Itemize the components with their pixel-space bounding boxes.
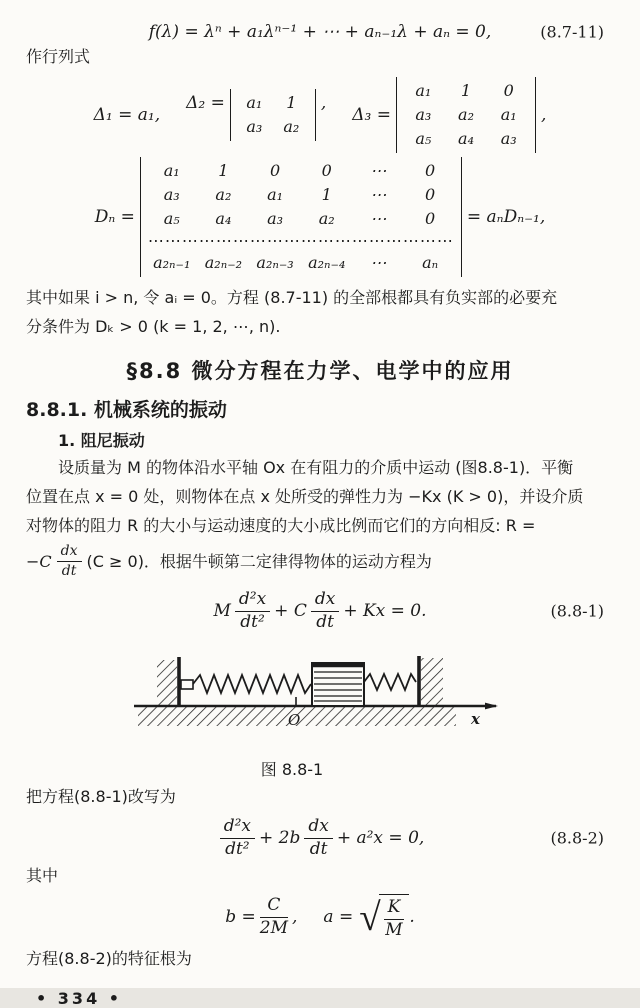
- delta3-determinant: [396, 77, 536, 153]
- fraction-numerator: K: [384, 898, 405, 920]
- equation-8-8-2-tag: (8.8-2): [550, 828, 604, 848]
- matrix-cell: a₁: [163, 161, 180, 180]
- matrix-cell: 0: [424, 185, 436, 204]
- matrix-cell: ⋯: [370, 185, 387, 204]
- matrix-cell: ⋯: [370, 161, 387, 180]
- matrix-cell: a₂ₙ₋₁: [153, 253, 191, 272]
- delta-determinants-row: [26, 77, 614, 153]
- paragraph2-line1: 设质量为 M 的物体沿水平轴 Ox 在有阻力的介质中运动 (图8.8-1)．平衡: [58, 458, 574, 477]
- delta3-label: Δ₃ =: [352, 105, 391, 125]
- sqrt-K-over-M: [359, 894, 409, 940]
- fraction-denominator: dt: [61, 562, 77, 579]
- fraction-numerator: d²x: [220, 817, 255, 839]
- matrix-cell: 0: [269, 161, 281, 180]
- matrix-cell: a₂ₙ₋₂: [204, 253, 243, 272]
- matrix-cell: a₅: [163, 209, 180, 228]
- a-lhs: a =: [323, 907, 354, 928]
- spring-mass-diagram: [130, 644, 520, 744]
- where-text: 其中: [26, 866, 59, 886]
- delta2-determinant: [230, 89, 316, 141]
- right-wall-hatching: [421, 658, 443, 706]
- matrix-cell: a₃: [163, 185, 180, 204]
- matrix-cell: 0: [503, 81, 514, 100]
- paragraph2-line4: [26, 540, 614, 582]
- paragraph4: 方程(8.8-2)的特征根为: [26, 949, 192, 969]
- matrix-cell: 1: [218, 161, 229, 180]
- fraction-numerator: C: [260, 896, 288, 918]
- fraction-denominator: dt²: [225, 838, 250, 859]
- axis-label: x: [471, 710, 480, 729]
- radical-sign: √: [359, 895, 381, 939]
- paragraph2-line3: 对物体的阻力 R 的大小与运动速度的大小成比例而它们的方向相反: R =: [26, 516, 536, 535]
- matrix-cell: a₁: [246, 93, 263, 112]
- page-number: • 334 •: [36, 989, 122, 1008]
- make-determinant-text: 作行列式: [26, 47, 91, 66]
- matrix-cell: a₂ₙ₋₃: [256, 253, 294, 272]
- fraction-denominator: dt: [316, 611, 334, 632]
- matrix-cell: a₃: [267, 209, 284, 228]
- equation-8-7-11-body: f(λ) = λⁿ + a₁λⁿ⁻¹ + ⋯ + aₙ₋₁λ + aₙ = 0,: [148, 22, 492, 42]
- d2x-dt2-fraction: [220, 817, 255, 859]
- matrix-cell: a₂: [318, 209, 335, 228]
- fraction-numerator: dx: [57, 543, 82, 561]
- fraction-denominator: 2M: [259, 917, 288, 938]
- paragraph1-line1: 其中如果 i > n, 令 aᵢ = 0。方程 (8.7-11) 的全部根都具有负实部的必要充: [26, 288, 558, 307]
- matrix-cell: a₁: [500, 105, 517, 124]
- dx-dt-fraction-inline: [57, 543, 82, 578]
- matrix-row: [146, 159, 456, 183]
- eq-8-8-2-mid: + 2b: [258, 828, 301, 849]
- subsection-heading: 8.8.1. 机械系统的振动: [26, 399, 227, 421]
- matrix-row: [146, 207, 456, 231]
- axis-arrowhead: [485, 703, 498, 710]
- matrix-row: [236, 115, 310, 139]
- dn-determinant: [140, 157, 462, 277]
- matrix-row: [402, 127, 530, 151]
- paragraph2-line4-pre: −C: [26, 551, 52, 571]
- dn-rhs: = aₙDₙ₋₁,: [466, 207, 546, 227]
- matrix-row: [402, 103, 530, 127]
- equation-8-7-11-tag: (8.7-11): [540, 22, 604, 42]
- fraction-numerator: d²x: [235, 590, 270, 612]
- dn-label: Dₙ =: [94, 207, 135, 227]
- period: .: [409, 907, 415, 928]
- matrix-cell: a₄: [458, 129, 474, 148]
- matrix-cell: a₃: [500, 129, 517, 148]
- eq-8-8-1-mid: + C: [274, 601, 307, 622]
- d2x-dt2-fraction: [235, 590, 270, 632]
- matrix-cell: a₂: [458, 105, 474, 124]
- left-connector: [181, 680, 193, 689]
- matrix-cell: a₃: [246, 117, 263, 136]
- matrix-cell: ⋯: [370, 209, 387, 228]
- matrix-cell: 1: [460, 81, 472, 100]
- matrix-row: [146, 251, 456, 275]
- figure-8-8-1: [130, 644, 614, 749]
- item-damped-vibration: 1. 阻尼振动: [58, 431, 145, 450]
- delta3-group: [352, 77, 546, 153]
- fraction-denominator: dt²: [240, 611, 265, 632]
- left-wall-hatching: [157, 660, 177, 706]
- matrix-cell: 0: [424, 209, 436, 228]
- eq-8-8-1-M: M: [213, 601, 231, 622]
- dx-dt-fraction: [304, 817, 332, 859]
- delta2-group: [186, 89, 326, 141]
- delta2-comma: ,: [320, 93, 327, 113]
- matrix-cell: 1: [321, 185, 332, 204]
- coefficient-definitions: [26, 894, 614, 940]
- separator-comma: ,: [292, 907, 298, 928]
- paragraph1-line2: 分条件为 Dₖ > 0 (k = 1, 2, ⋯, n).: [26, 317, 281, 336]
- matrix-cell: 0: [424, 161, 436, 180]
- matrix-row: [402, 79, 530, 103]
- matrix-cell: a₅: [415, 129, 432, 148]
- section-heading: §8.8 微分方程在力学、电学中的应用: [126, 359, 514, 383]
- b-fraction: [260, 896, 288, 938]
- K-M-fraction: [384, 898, 405, 940]
- matrix-cell: a₂ₙ₋₄: [308, 253, 346, 272]
- equation-8-7-11: [26, 22, 614, 42]
- matrix-cell: a₁: [267, 185, 284, 204]
- matrix-cell: 1: [286, 93, 297, 112]
- matrix-cell: a₂: [283, 117, 300, 136]
- equation-8-8-1: [26, 590, 614, 632]
- dx-dt-fraction: [311, 590, 339, 632]
- equation-8-8-2: [26, 817, 614, 859]
- fraction-numerator: dx: [311, 590, 339, 612]
- eq-8-8-2-rest: + a²x = 0,: [336, 828, 425, 849]
- matrix-cell: a₄: [215, 209, 232, 228]
- matrix-row: [146, 183, 456, 207]
- matrix-cell: a₂: [215, 185, 232, 204]
- matrix-cell: ⋯⋯⋯⋯⋯⋯⋯⋯⋯⋯⋯⋯⋯⋯⋯⋯⋯⋯: [147, 231, 454, 250]
- right-spring: [364, 674, 416, 690]
- delta3-comma: ,: [541, 105, 547, 125]
- matrix-cell: 0: [321, 161, 332, 180]
- matrix-row: [146, 231, 456, 251]
- paragraph2-line4-post: (C ≥ 0)．根据牛顿第二定律得物体的运动方程为: [86, 551, 432, 571]
- delta2-label: Δ₂ =: [186, 93, 225, 113]
- matrix-cell: a₁: [415, 81, 432, 100]
- matrix-cell: a₃: [415, 105, 432, 124]
- fraction-numerator: dx: [304, 817, 332, 839]
- fraction-denominator: M: [385, 919, 403, 940]
- matrix-cell: ⋯: [370, 253, 387, 272]
- paragraph3: 把方程(8.8-1)改写为: [26, 787, 176, 807]
- figure-caption: 图 8.8-1: [260, 760, 324, 780]
- matrix-row: [236, 91, 310, 115]
- radicand: [379, 894, 410, 940]
- origin-label: O: [288, 711, 301, 730]
- equation-8-8-1-tag: (8.8-1): [550, 601, 604, 621]
- paragraph2-line2: 位置在点 x = 0 处，则物体在点 x 处所受的弹性力为 −Kx (K > 0)，并设介质: [26, 487, 584, 506]
- delta1-expression: Δ₁ = a₁,: [93, 105, 161, 125]
- dn-determinant-row: [26, 157, 614, 277]
- left-spring: [193, 675, 311, 693]
- b-lhs: b =: [225, 907, 256, 928]
- eq-8-8-1-rest: + Kx = 0.: [343, 601, 427, 622]
- matrix-cell: aₙ: [422, 253, 439, 272]
- fraction-denominator: dt: [309, 838, 328, 859]
